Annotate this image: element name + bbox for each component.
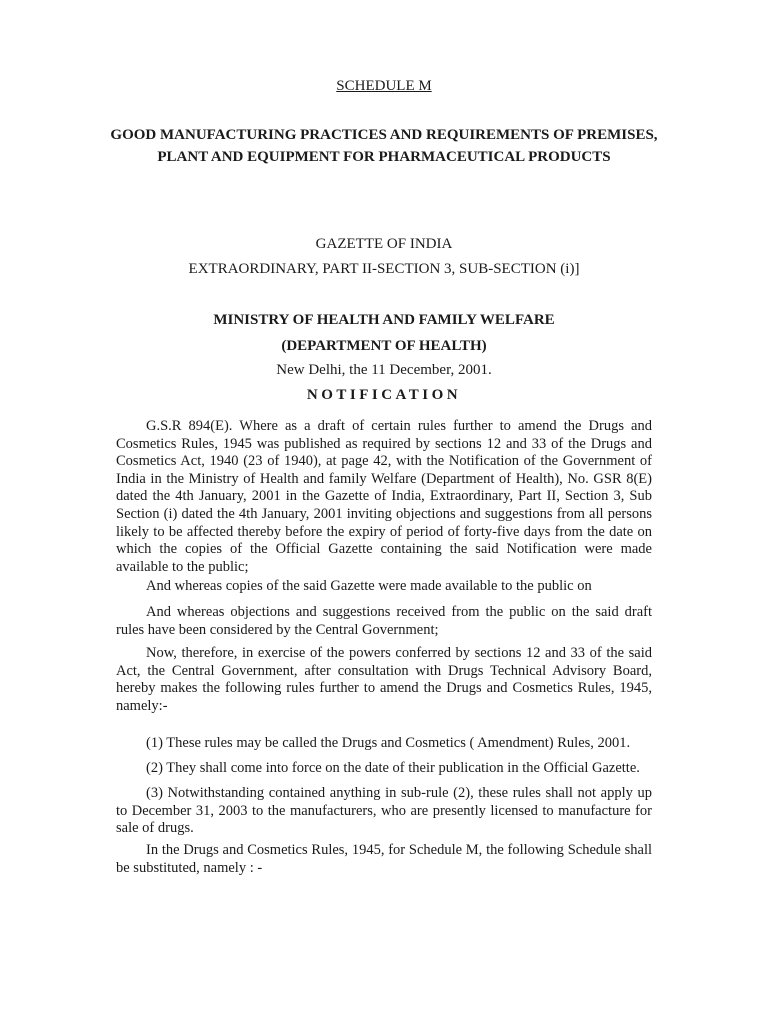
- ministry-heading: MINISTRY OF HEALTH AND FAMILY WELFARE: [213, 312, 555, 328]
- paragraph-text: G.S.R 894(E). Where as a draft of certain rules further to amend the Drugs and Cosmetics Rules, 1945 was published as required by sections 12 and 33 of the Drugs and Cosmetics Act, 1940 (23 of 1940), at page 42, with the Notification of the Government of India in the Ministry of Health and family Welfare (Department of Health), No. GSR 8(E) dated the 4th January, 2001 in the Gazette of India, Extraordinary, Part II, Section 3, Sub Section (i) dated the 4th January, 2001 inviting objections and suggestions from all persons likely to be affected thereby before the expiry of period of forty-five days from the date on which the copies of the Official Gazette containing the said Notification were made available to the public;: [116, 418, 652, 575]
- paragraph-text: And whereas objections and suggestions received from the public on the said draft rules have been considered by the Central Government;: [116, 604, 652, 638]
- notification-heading: NOTIFICATION: [306, 387, 462, 403]
- place-date: New Delhi, the 11 December, 2001.: [276, 362, 492, 378]
- paragraph-text: (2) They shall come into force on the date of their publication in the Official Gazette.: [146, 760, 640, 776]
- title-line-2: PLANT AND EQUIPMENT FOR PHARMACEUTICAL PRODUCTS: [157, 149, 611, 165]
- paragraph-text: Now, therefore, in exercise of the powers conferred by sections 12 and 33 of the said Act, the Central Government, after consultation with Drugs Technical Advisory Board, hereby makes the following rules further to amend the Drugs and Cosmetics Rules, 1945, namely:-: [116, 645, 652, 714]
- rule-1: [116, 735, 652, 753]
- gazette-subtitle: EXTRAORDINARY, PART II-SECTION 3, SUB-SECTION (i)]: [188, 261, 580, 277]
- department-heading: (DEPARTMENT OF HEALTH): [281, 338, 487, 354]
- rule-3: [116, 785, 652, 838]
- schedule-heading: SCHEDULE M: [336, 78, 432, 94]
- rule-2: [116, 760, 652, 778]
- document-title: [60, 124, 708, 168]
- paragraph-text: And whereas copies of the said Gazette were made available to the public on: [146, 578, 592, 594]
- paragraph-3: [116, 604, 652, 639]
- paragraph-1: [116, 418, 652, 576]
- gazette-title: GAZETTE OF INDIA: [315, 236, 453, 252]
- paragraph-4: [116, 645, 652, 715]
- paragraph-text: (3) Notwithstanding contained anything in sub-rule (2), these rules shall not apply up to December 31, 2003 to the manufacturers, who are presently licensed to manufacture for sale of drugs.: [116, 785, 652, 837]
- paragraph-text: In the Drugs and Cosmetics Rules, 1945, for Schedule M, the following Schedule shall be substituted, namely : -: [116, 842, 652, 876]
- paragraph-2: [116, 578, 652, 596]
- paragraph-text: (1) These rules may be called the Drugs and Cosmetics ( Amendment) Rules, 2001.: [146, 735, 631, 751]
- paragraph-substitution: [116, 842, 652, 877]
- title-line-1: GOOD MANUFACTURING PRACTICES AND REQUIREMENTS OF PREMISES,: [110, 127, 658, 143]
